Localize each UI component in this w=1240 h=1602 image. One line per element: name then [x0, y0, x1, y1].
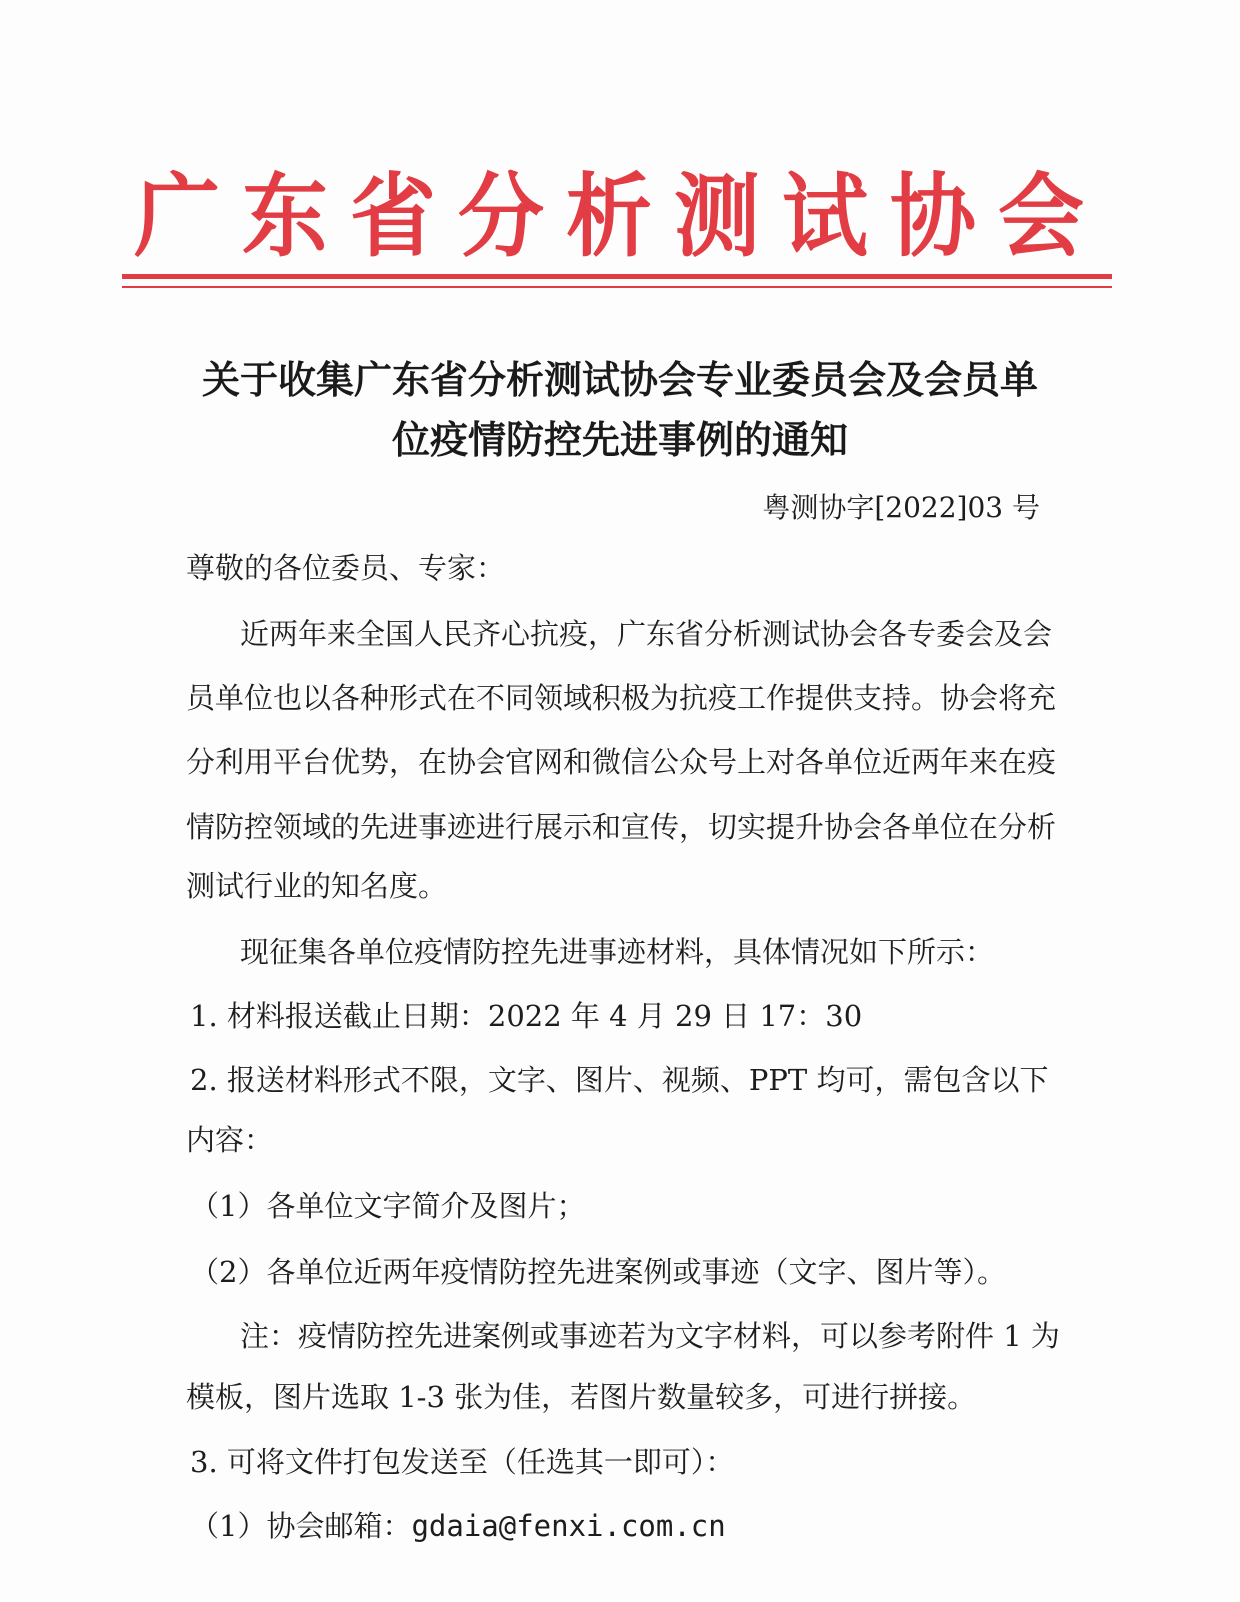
sub-item-2: （2）各单位近两年疫情防控先进案例或事迹（文字、图片等）。 — [190, 1255, 1006, 1289]
salutation: 尊敬的各位委员、专家： — [186, 551, 506, 585]
letterhead-red-rule-thin — [122, 286, 1112, 288]
list-item-1: 1. 材料报送截止日期：2022 年 4 月 29 日 17：30 — [190, 999, 863, 1033]
email-address: gdaia@fenxi.com.cn — [411, 1509, 726, 1543]
paragraph1-line1: 近两年来全国人民齐心抗疫，广东省分析测试协会各专委会及会 — [240, 617, 1053, 651]
list-item-2-line2: 内容： — [186, 1123, 274, 1157]
document-title-line1: 关于收集广东省分析测试协会专业委员会及会员单 — [201, 358, 1038, 402]
document-title-line2: 位疫情防控先进事例的通知 — [391, 418, 848, 462]
paragraph1-line5: 测试行业的知名度。 — [186, 869, 448, 903]
note-line2: 模板，图片选取 1-3 张为佳，若图片数量较多，可进行拼接。 — [186, 1380, 977, 1414]
email-label: （1）协会邮箱： — [190, 1509, 412, 1543]
list-item-2-line1: 2. 报送材料形式不限，文字、图片、视频、PPT 均可，需包含以下 — [190, 1063, 1049, 1097]
document-number: 粤测协字[2022]03 号 — [762, 491, 1040, 524]
paragraph1-line4: 情防控领域的先进事迹进行展示和宣传，切实提升协会各单位在分析 — [186, 810, 1057, 844]
letterhead-org-name: 广东省分析测试协会 — [134, 164, 1106, 270]
sub-item-3 — [190, 1504, 726, 1548]
sub-item-1: （1）各单位文字简介及图片； — [190, 1189, 586, 1223]
paragraph1-line2: 员单位也以各种形式在不同领域积极为抗疫工作提供支持。协会将充 — [186, 681, 1057, 715]
paragraph2: 现征集各单位疫情防控先进事迹材料，具体情况如下所示： — [240, 935, 995, 969]
letterhead-red-rule-thick — [122, 274, 1112, 279]
note-line1: 注：疫情防控先进案例或事迹若为文字材料，可以参考附件 1 为 — [240, 1319, 1060, 1353]
paragraph1-line3: 分利用平台优势，在协会官网和微信公众号上对各单位近两年来在疫 — [186, 745, 1057, 779]
list-item-3: 3. 可将文件打包发送至（任选其一即可）： — [190, 1445, 735, 1479]
